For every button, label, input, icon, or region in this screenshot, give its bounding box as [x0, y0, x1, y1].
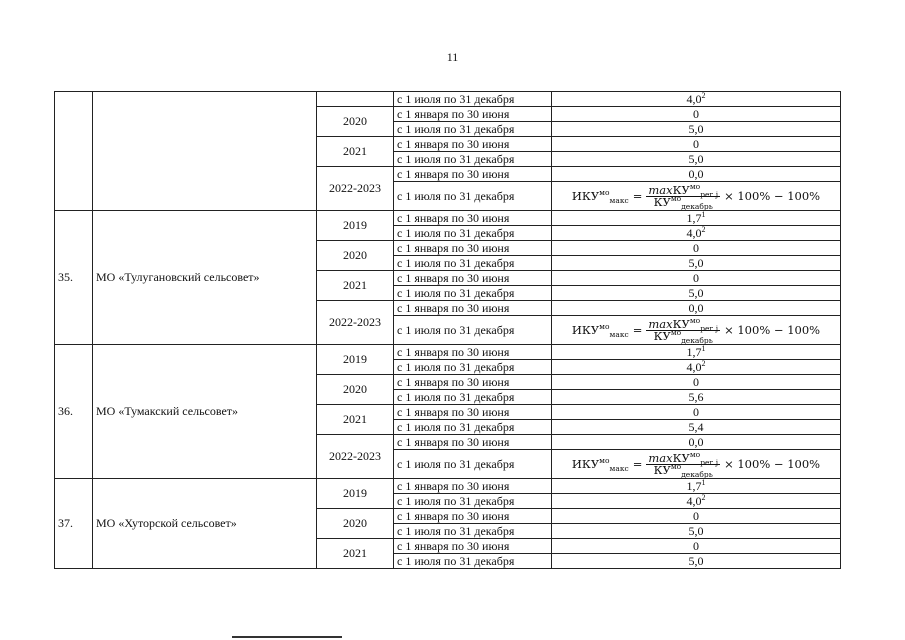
value-footnote: 2	[701, 225, 706, 234]
value-cell	[552, 122, 841, 137]
value-text: 0	[693, 508, 699, 523]
year-cell: 2020	[317, 375, 394, 405]
period-cell: с 1 июля по 31 декабря	[394, 524, 552, 539]
period-cell: с 1 июля по 31 декабря	[394, 256, 552, 271]
year-cell: 2022-2023	[317, 301, 394, 345]
value-text: 5,0	[688, 285, 704, 300]
formula-denominator	[652, 327, 715, 345]
value-footnote: 2	[701, 91, 706, 100]
formula-denominator	[652, 193, 715, 211]
value-cell	[552, 405, 841, 420]
period-cell: с 1 июля по 31 декабря	[394, 494, 552, 509]
value-cell	[552, 435, 841, 450]
year-cell: 2021	[317, 405, 394, 435]
period-cell: с 1 июля по 31 декабря	[394, 420, 552, 435]
formula-lhs	[571, 321, 629, 339]
formula-lhs-sub: макс	[609, 329, 629, 339]
period-cell: с 1 января по 30 июня	[394, 167, 552, 182]
value-cell	[552, 509, 841, 524]
period-cell: с 1 июля по 31 декабря	[394, 554, 552, 569]
formula-denominator-sub: декабрь	[681, 469, 713, 479]
formula-numerator-main: КУ	[672, 450, 690, 465]
formula-numerator-main: КУ	[672, 316, 690, 331]
formula-numerator-sup: мо	[689, 315, 701, 325]
value-text: 5,0	[688, 523, 704, 538]
period-cell: с 1 января по 30 июня	[394, 375, 552, 390]
formula-lhs-main: ИКУ	[571, 456, 600, 471]
formula-fraction	[646, 449, 720, 479]
value-cell	[552, 450, 841, 479]
formula	[571, 181, 821, 211]
year-cell: 2020	[317, 509, 394, 539]
period-cell: с 1 января по 30 июня	[394, 435, 552, 450]
period-cell: с 1 июля по 31 декабря	[394, 390, 552, 405]
value-text: 4,0	[686, 359, 702, 374]
formula-lhs-sub: макс	[609, 195, 629, 205]
period-cell: с 1 июля по 31 декабря	[394, 316, 552, 345]
formula-denominator-main: КУ	[653, 462, 671, 477]
value-cell	[552, 92, 841, 107]
formula-denominator	[652, 461, 715, 479]
year-cell: 2022-2023	[317, 435, 394, 479]
page-number: 11	[446, 50, 459, 64]
year-cell: 2022-2023	[317, 167, 394, 211]
period-cell: с 1 января по 30 июня	[394, 479, 552, 494]
value-cell	[552, 316, 841, 345]
formula-tail: × 100% − 100%	[724, 188, 821, 203]
period-cell: с 1 января по 30 июня	[394, 345, 552, 360]
value-cell	[552, 107, 841, 122]
formula-lhs-main: ИКУ	[571, 322, 600, 337]
formula-tail: × 100% − 100%	[724, 456, 821, 471]
formula-denominator-sub: декабрь	[681, 335, 713, 345]
value-text: 0	[693, 538, 699, 553]
year-cell: 2020	[317, 241, 394, 271]
table-row	[55, 92, 841, 107]
municipality-name	[93, 92, 317, 211]
value-cell	[552, 301, 841, 316]
entry-number: 36.	[55, 345, 93, 479]
formula-lhs-sub: макс	[609, 463, 629, 473]
value-cell	[552, 167, 841, 182]
formula-numerator-prefix: max	[648, 450, 673, 465]
value-cell	[552, 241, 841, 256]
value-cell	[552, 137, 841, 152]
value-cell	[552, 390, 841, 405]
formula	[571, 449, 821, 479]
formula-lhs-sup: мо	[599, 321, 610, 331]
value-cell	[552, 345, 841, 360]
period-cell: с 1 января по 30 июня	[394, 271, 552, 286]
value-footnote: 1	[701, 478, 706, 487]
formula-equals: =	[632, 188, 643, 203]
entry-number: 35.	[55, 211, 93, 345]
value-text: 5,0	[688, 151, 704, 166]
value-cell	[552, 554, 841, 569]
year-cell: 2021	[317, 271, 394, 301]
formula-fraction	[646, 315, 720, 345]
period-cell: с 1 января по 30 июня	[394, 539, 552, 554]
formula-tail: × 100% − 100%	[724, 322, 821, 337]
value-text: 5,0	[688, 553, 704, 568]
value-cell	[552, 479, 841, 494]
year-cell-empty	[317, 92, 394, 107]
formula-fraction	[646, 181, 720, 211]
period-cell: с 1 июля по 31 декабря	[394, 152, 552, 167]
entry-number: 37.	[55, 479, 93, 569]
value-cell	[552, 152, 841, 167]
period-cell: с 1 января по 30 июня	[394, 211, 552, 226]
formula-numerator-sup: мо	[689, 181, 701, 191]
value-text: 1,7	[686, 210, 702, 225]
year-cell: 2019	[317, 479, 394, 509]
value-text: 5,0	[688, 255, 704, 270]
period-cell: с 1 января по 30 июня	[394, 137, 552, 152]
value-cell	[552, 182, 841, 211]
formula-denominator-sup: мо	[670, 327, 682, 337]
formula-numerator-sub: рег j	[700, 189, 719, 199]
formula-lhs	[571, 187, 629, 205]
value-cell	[552, 420, 841, 435]
value-text: 5,0	[688, 121, 704, 136]
formula	[571, 315, 821, 345]
year-cell: 2021	[317, 137, 394, 167]
value-text: 0,0	[688, 434, 704, 449]
value-text: 0,0	[688, 300, 704, 315]
period-cell: с 1 июля по 31 декабря	[394, 92, 552, 107]
formula-denominator-sub: декабрь	[681, 201, 713, 211]
formula-numerator-sup: мо	[689, 449, 701, 459]
year-cell: 2019	[317, 345, 394, 375]
formula-lhs-main: ИКУ	[571, 188, 600, 203]
formula-denominator-sup: мо	[670, 461, 682, 471]
value-text: 0	[693, 136, 699, 151]
formula-denominator-main: КУ	[653, 194, 671, 209]
value-cell	[552, 256, 841, 271]
value-text: 4,0	[686, 91, 702, 106]
value-cell	[552, 375, 841, 390]
period-cell: с 1 января по 30 июня	[394, 107, 552, 122]
period-cell: с 1 января по 30 июня	[394, 241, 552, 256]
entry-number	[55, 92, 93, 211]
value-text: 5,6	[688, 389, 704, 404]
table-row	[55, 211, 841, 226]
formula-lhs-sup: мо	[599, 187, 610, 197]
formula-numerator-sub: рег j	[700, 323, 719, 333]
value-text: 0	[693, 270, 699, 285]
value-text: 0,0	[688, 166, 704, 181]
value-footnote: 1	[701, 344, 706, 353]
formula-lhs	[571, 455, 629, 473]
value-footnote: 1	[701, 210, 706, 219]
period-cell: с 1 июля по 31 декабря	[394, 226, 552, 241]
value-text: 4,0	[686, 493, 702, 508]
value-cell	[552, 360, 841, 375]
value-cell	[552, 286, 841, 301]
formula-numerator-sub: рег j	[700, 457, 719, 467]
formula-numerator-prefix: max	[648, 316, 673, 331]
table-row	[55, 479, 841, 494]
period-cell: с 1 июля по 31 декабря	[394, 360, 552, 375]
value-text: 0	[693, 240, 699, 255]
period-cell: с 1 июля по 31 декабря	[394, 122, 552, 137]
period-cell: с 1 января по 30 июня	[394, 509, 552, 524]
value-text: 1,7	[686, 478, 702, 493]
tariff-table-body	[55, 92, 841, 569]
value-cell	[552, 271, 841, 286]
value-cell	[552, 494, 841, 509]
municipality-name: МО «Хуторской сельсовет»	[93, 479, 317, 569]
formula-equals: =	[632, 322, 643, 337]
year-cell: 2021	[317, 539, 394, 569]
value-text: 1,7	[686, 344, 702, 359]
period-cell: с 1 января по 30 июня	[394, 405, 552, 420]
value-footnote: 2	[701, 359, 706, 368]
value-cell	[552, 226, 841, 241]
formula-denominator-sup: мо	[670, 193, 682, 203]
period-cell: с 1 января по 30 июня	[394, 301, 552, 316]
formula-equals: =	[632, 456, 643, 471]
formula-lhs-sup: мо	[599, 455, 610, 465]
value-text: 4,0	[686, 225, 702, 240]
value-cell	[552, 211, 841, 226]
value-footnote: 2	[701, 493, 706, 502]
value-text: 0	[693, 404, 699, 419]
period-cell: с 1 июля по 31 декабря	[394, 286, 552, 301]
formula-denominator-main: КУ	[653, 328, 671, 343]
table-row	[55, 345, 841, 360]
value-text: 0	[693, 106, 699, 121]
formula-numerator-main: КУ	[672, 182, 690, 197]
value-text: 5,4	[688, 419, 704, 434]
period-cell: с 1 июля по 31 декабря	[394, 450, 552, 479]
formula-numerator-prefix: max	[648, 182, 673, 197]
value-cell	[552, 539, 841, 554]
footer-line	[232, 636, 342, 638]
year-cell: 2020	[317, 107, 394, 137]
tariff-table	[54, 91, 841, 569]
municipality-name: МО «Тумакский сельсовет»	[93, 345, 317, 479]
value-text: 0	[693, 374, 699, 389]
period-cell: с 1 июля по 31 декабря	[394, 182, 552, 211]
municipality-name: МО «Тулугановский сельсовет»	[93, 211, 317, 345]
value-cell	[552, 524, 841, 539]
year-cell: 2019	[317, 211, 394, 241]
